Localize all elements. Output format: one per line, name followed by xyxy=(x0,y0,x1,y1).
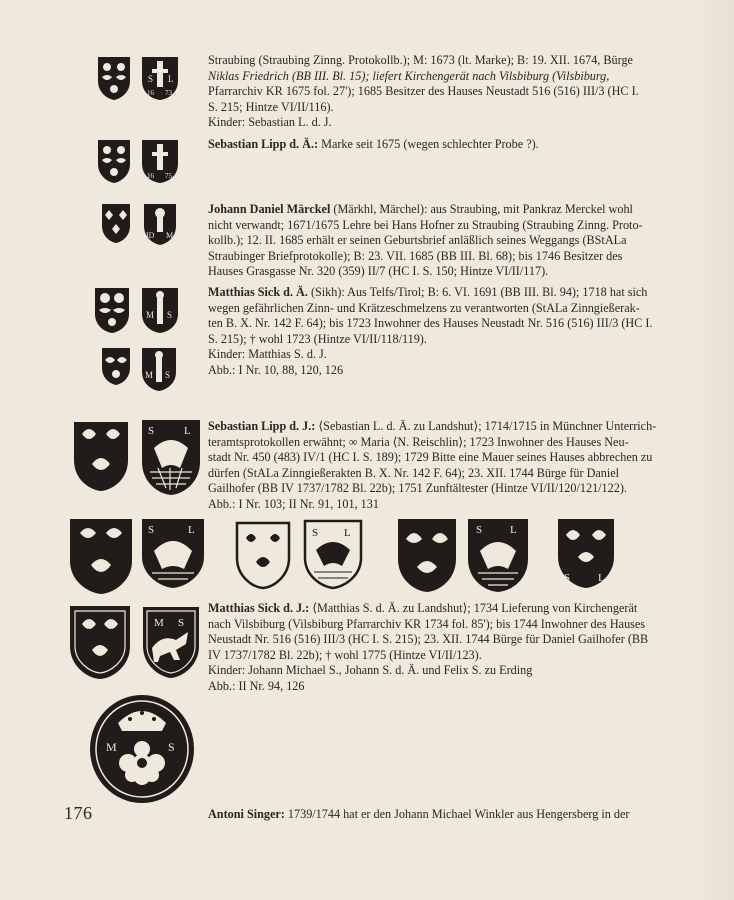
entry-name: Sebastian Lipp d. J.: xyxy=(208,419,316,433)
text-line: teramtsprotokollen erwähnt; ∞ Maria ⟨N. Reischlin⟩; 1723 Inwohner des Hauses Neu- xyxy=(208,434,629,449)
text-line: Gailhofer (BB IV 1737/1782 Bl. 22b); 1751 Zunftältester (Hintze VI/II/120/121/122). xyxy=(208,481,627,496)
entry-sick-elder xyxy=(208,285,694,379)
text-line: S. 215; Hintze VI/II/116). xyxy=(208,99,334,114)
town-mark-shield xyxy=(556,517,616,589)
entry-name: Matthias Sick d. Ä. xyxy=(208,285,308,299)
text-line: Kinder: Johann Michael S., Johann S. d. Ä. und Felix S. zu Erding xyxy=(208,663,533,678)
town-mark-shield xyxy=(96,55,132,101)
mark-letter: S xyxy=(168,740,175,754)
text-line: kollb.); 12. II. 1685 erhält er seinen Geburtsbrief anläßlich seines Weggangs (BStALa xyxy=(208,233,627,248)
text-line: Niklas Friedrich (BB III. Bl. 15); liefert Kirchengerät nach Vilsbiburg (Vilsbiburg, xyxy=(208,68,610,83)
town-mark-shield xyxy=(72,420,130,492)
text-line: Abb.: I Nr. 10, 88, 120, 126 xyxy=(208,362,344,377)
page-number: 176 xyxy=(64,803,93,823)
text-line: Abb.: II Nr. 94, 126 xyxy=(208,678,305,693)
text-line: stadt Nr. 450 (483) IV/1 (HC I. S. 189); 1729 Bitte eine Mauer seines Hauses abbrechen zu xyxy=(208,450,653,465)
text-line: ⟨Sebastian L. d. Ä. zu Landshut⟩; 1714/1715 in Münchner Unterrich- xyxy=(318,419,657,433)
entry-name: Sebastian Lipp d. Ä.: xyxy=(208,137,319,151)
entry-sebastian-lipp-younger xyxy=(208,419,694,513)
master-mark-shield xyxy=(140,286,180,334)
entry-sick-younger xyxy=(208,601,694,695)
entry-name: Antoni Singer: xyxy=(208,807,285,821)
mark-letter: S xyxy=(148,524,155,536)
mark-letter: L xyxy=(344,527,351,539)
text-line: Straubinger Briefprotokolle); B: 23. VII. 1685 (BB III. Bl. 68); bis 1746 Besitzer des xyxy=(208,248,623,263)
text-line: Straubing (Straubing Zinng. Protokollb.); M: 1673 (lt. Marke); B: 19. XII. 1674, Bürge xyxy=(208,53,633,67)
mark-letter: S xyxy=(165,370,171,380)
master-mark-shield xyxy=(140,604,202,680)
master-mark-shield xyxy=(140,138,180,184)
master-mark-shield xyxy=(466,517,530,593)
text-line: Kinder: Matthias S. d. J. xyxy=(208,347,327,362)
entry-sebastian-lipp-elder xyxy=(208,137,694,153)
mark-year: 75 xyxy=(165,172,172,180)
mark-letter: S xyxy=(564,572,571,584)
text-line: nach Vilsbiburg (Vilsbiburg Pfarrarchiv KR 1734 fol. 85'); bis 1744 Inwohner des Hauses xyxy=(208,616,646,631)
mark-letter: S xyxy=(167,310,173,320)
text-line: Hauses Grasgasse Nr. 320 (359) II/7 (HC I. S. 150; Hintze VI/II/117). xyxy=(208,264,549,279)
mark-year: 16 xyxy=(147,89,154,97)
mark-letter: M xyxy=(146,310,155,320)
text-line: (Sikh): Aus Telfs/Tirol; B: 6. VI. 1691 (BB III. Bl. 94); 1718 hat sich xyxy=(310,285,648,299)
master-mark-shield xyxy=(140,517,206,589)
mark-letter: L xyxy=(188,524,195,536)
text-line: Marke seit 1675 (wegen schlechter Probe ?). xyxy=(321,137,539,151)
text-line: dürfen (StALa Zinngießerakten B. X. Nr. 142 F. 64); 23. XII. 1744 Bürge für Daniel xyxy=(208,465,620,480)
entry-maerckel xyxy=(208,202,694,280)
town-mark-shield xyxy=(68,604,132,680)
town-mark-shield xyxy=(100,346,132,386)
text-line: (Märkhl, Märchel): aus Straubing, mit Pankraz Merckel wohl xyxy=(333,202,633,216)
mark-letter: M xyxy=(145,370,154,380)
mark-year: 73 xyxy=(165,89,172,97)
master-mark-shield-outline xyxy=(302,518,364,590)
mark-letter: M xyxy=(106,740,117,754)
mark-letter: L xyxy=(510,524,517,536)
text-line: ⟨Matthias S. d. Ä. zu Landshut⟩; 1734 Lieferung von Kirchengerät xyxy=(312,601,638,615)
town-mark-shield xyxy=(96,138,132,184)
mark-year: 16 xyxy=(147,172,154,180)
mark-letter: L xyxy=(598,572,605,584)
page-edge-shadow xyxy=(694,0,734,900)
entry-name: Johann Daniel Märckel xyxy=(208,202,331,216)
text-line: 1739/1744 hat er den Johann Michael Winkler aus Hengersberg in der xyxy=(287,807,630,821)
mark-letter: L xyxy=(184,425,191,437)
mark-letter: S xyxy=(148,74,154,84)
town-mark-shield xyxy=(396,517,458,593)
master-mark-shield xyxy=(140,418,202,496)
mark-letter: S xyxy=(178,617,185,629)
text-line: nicht verwandt; 1671/1675 Lehre bei Hans Hofner zu Straubing (Straubing Zinng. Proto- xyxy=(208,217,643,232)
text-line: Kinder: Sebastian L. d. J. xyxy=(208,115,332,130)
master-mark-shield xyxy=(140,55,180,101)
text-line: ten B. X. Nr. 142 F. 64); bis 1723 Inwohner des Hauses Neustadt Nr. 516 (516) III/3 (HC I. xyxy=(208,316,653,331)
text-line: Abb.: I Nr. 103; II Nr. 91, 101, 131 xyxy=(208,496,379,511)
town-mark-shield xyxy=(93,286,131,334)
town-mark-shield xyxy=(68,517,134,595)
mark-letter: L xyxy=(168,74,174,84)
master-mark-shield xyxy=(140,346,178,392)
entry-name: Matthias Sick d. J.: xyxy=(208,601,310,615)
entry-straubing-continued xyxy=(208,53,694,131)
text-line: wegen gefährlichen Zinn- und Krätzeschmelzens zu verantworten (StALa Zinngießerak- xyxy=(208,300,640,315)
mark-letter: S xyxy=(312,527,319,539)
mark-letter: S xyxy=(476,524,483,536)
text-line: IV 1737/1782 Bl. 22b); † wohl 1775 (Hintze VI/II/123). xyxy=(208,647,482,662)
town-mark-shield xyxy=(100,202,132,244)
entry-antoni-singer xyxy=(208,807,694,823)
mark-letter: S xyxy=(148,425,155,437)
mark-letter: M xyxy=(166,231,174,240)
text-line: S. 215); † wohl 1723 (Hintze VI/II/118/119). xyxy=(208,331,427,346)
master-mark-shield xyxy=(142,202,178,246)
mark-letter: M xyxy=(154,617,164,629)
mark-letter: ID xyxy=(146,231,155,240)
text-line: Neustadt Nr. 516 (516) III/3 (HC I. S. 215); 23. XII. 1744 Bürge für Daniel Gailhofer (BB xyxy=(208,632,649,647)
town-mark-shield-outline xyxy=(234,520,292,590)
text-line: Pfarrarchiv KR 1675 fol. 27'); 1685 Besitzer des Hauses Neustadt 516 (516) III/3 (HC I. xyxy=(208,84,639,99)
rose-crown-mark xyxy=(88,693,196,805)
